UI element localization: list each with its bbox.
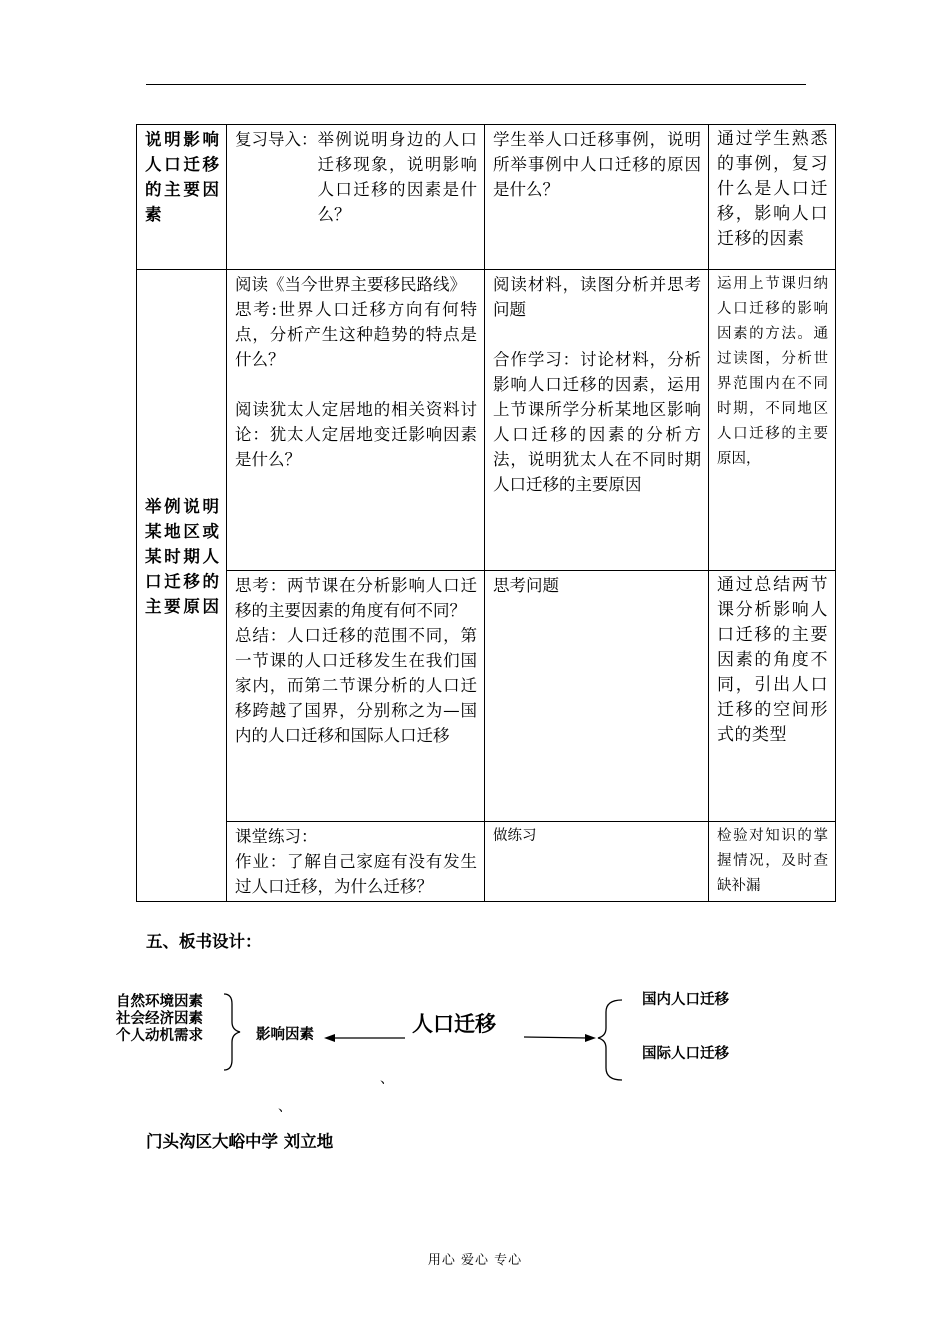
types-brace: [598, 1000, 622, 1080]
type-item: 国内人口迁移: [642, 992, 729, 1008]
arrow-head-right: [585, 1034, 596, 1042]
teacher-text: 阅读《当今世界主要移民路线》: [235, 275, 466, 294]
student-activity-cell: 做练习: [485, 822, 709, 902]
goal-cell: 说明影响人口迁移的主要因素: [137, 125, 227, 270]
student-activity-cell: 学生举人口迁移事例，说明所举事例中人口迁移的原因是什么？: [485, 125, 709, 270]
goal-cell: 举例说明某地区或某时期人口迁移的主要原因: [137, 270, 227, 902]
design-intent-cell: 通过学生熟悉的事例，复习什么是人口迁移，影响人口迁移的因素: [709, 125, 836, 270]
review-label: 复习导入：: [235, 130, 318, 149]
influence-label: 影响因素: [256, 1027, 314, 1043]
teacher-text: 总结：人口迁移的范围不同，第一节课的人口迁移发生在我们国家内，而第二节课分析的人口迁移跨越了国界，分别称之为—国内的人口迁移和国际人口迁移: [235, 626, 477, 745]
teacher-text: 作业：了解自己家庭有没有发生过人口迁移，为什么迁移？: [235, 852, 477, 896]
type-item: 国际人口迁移: [642, 1046, 729, 1062]
teacher-text: 思考：两节课在分析影响人口迁移的主要因素的角度有何不同？: [235, 576, 477, 620]
teacher-text: 阅读犹太人定居地的相关资料讨论：犹太人定居地变迁影响因素是什么？: [235, 400, 477, 469]
stray-mark: 、: [380, 1071, 394, 1087]
factor-item: 自然环境因素: [116, 994, 203, 1010]
design-intent-cell: 检验对知识的掌握情况，及时查缺补漏: [709, 822, 836, 902]
types-arrow: [524, 1037, 588, 1038]
center-title: 人口迁移: [412, 1012, 496, 1036]
student-text: 阅读材料，读图分析并思考问题: [493, 275, 701, 319]
teacher-text: 课堂练习：: [235, 827, 318, 846]
factor-brace: [224, 994, 240, 1070]
stray-mark: 、: [278, 1099, 292, 1115]
student-text: 合作学习：讨论材料，分析影响人口迁移的因素，运用上节课所学分析某地区影响人口迁移的因素的分析方法，说明犹太人在不同时期人口迁移的主要原因: [493, 350, 701, 494]
teacher-text: 思考:世界人口迁移方向有何特点，分析产生这种趋势的特点是什么？: [235, 300, 477, 369]
page-footer: 用心 爱心 专心: [427, 1253, 523, 1268]
student-activity-cell: 思考问题: [485, 571, 709, 822]
review-text: 举例说明身边的人口迁移现象，说明影响人口迁移的因素是什么？: [317, 130, 477, 224]
author-line: 门头沟区大峪中学 刘立地: [146, 1132, 334, 1151]
design-intent-cell: 通过总结两节课分析影响人口迁移的主要因素的角度不同，引出人口迁移的空间形式的类型: [709, 571, 836, 822]
factor-item: 个人动机需求: [116, 1028, 203, 1044]
factor-item: 社会经济因素: [116, 1011, 203, 1027]
design-intent-cell: 运用上节课归纳人口迁移的影响因素的方法。通过读图，分析世界范围内在不同时期，不同地区人口迁移的主要原因，: [709, 270, 836, 571]
arrow-head-left: [324, 1034, 335, 1042]
section-title: 五、板书设计：: [146, 932, 262, 951]
